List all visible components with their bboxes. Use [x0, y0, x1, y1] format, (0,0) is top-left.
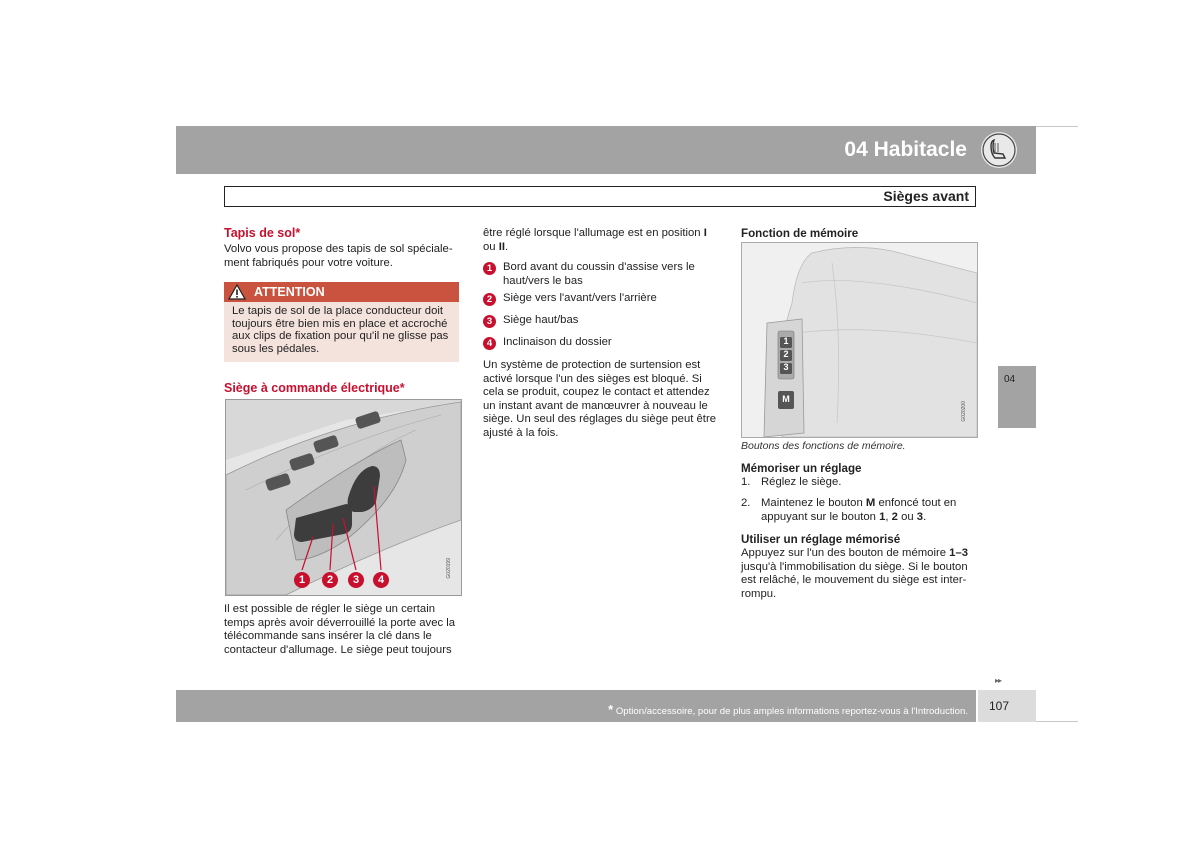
- memory-button-2: 2: [783, 349, 789, 359]
- page-number-box: [978, 690, 1036, 722]
- text-line: Un système de protection de surtension est: [483, 359, 701, 371]
- footer-bar: [176, 690, 976, 722]
- callout-1: 1: [294, 570, 310, 588]
- text-line: Il est possible de régler le siège un certain: [224, 603, 435, 615]
- paragraph-tapis-intro: [224, 243, 460, 270]
- text-line: Le tapis de sol de la place conducteur doit: [232, 305, 444, 317]
- side-tab-label: 04: [1004, 374, 1016, 385]
- memory-button-m: M: [782, 394, 790, 404]
- text-line: un instant avant de manœuvrer à nouveau le: [483, 399, 708, 412]
- heading-fonction-memoire: Fonction de mémoire: [741, 227, 859, 240]
- text-line: Maintenez le bouton M enfoncé tout en: [761, 497, 957, 509]
- list-item: [483, 261, 719, 289]
- heading-siege-electrique: Siège à commande électrique*: [224, 381, 405, 395]
- chapter-header-bar: [176, 126, 1036, 174]
- step-1: [741, 476, 977, 490]
- text-line: appuyant sur le bouton 1, 2 ou 3.: [761, 510, 927, 523]
- text-line: aux clips de fixation pour qu'il ne glisse pas: [232, 330, 449, 343]
- text-line: rompu.: [741, 587, 777, 600]
- chapter-title: 04 Habitacle: [844, 138, 967, 161]
- step-number: 2.: [741, 497, 751, 509]
- number-badge: 3: [483, 315, 496, 328]
- text-line: activé lorsque l'un des sièges est bloqué. Si: [483, 372, 702, 385]
- memory-button-3: 3: [783, 362, 789, 372]
- attention-box: [224, 282, 459, 362]
- text-line: toujours être bien mis en place et accroché: [232, 317, 448, 330]
- text-line: temps après avoir déverrouillé la porte avec la: [224, 616, 456, 629]
- text-line: haut/vers le bas: [503, 274, 583, 287]
- heading-utiliser: Utiliser un réglage mémorisé: [741, 533, 901, 546]
- figure-caption: Boutons des fonctions de mémoire.: [741, 440, 906, 452]
- callout-4: 4: [373, 570, 389, 588]
- figure-ref: G020199: [446, 558, 452, 579]
- heading-tapis-de-sol: Tapis de sol*: [224, 226, 301, 240]
- step-number: 1.: [741, 476, 751, 488]
- footer-star: *: [608, 702, 614, 717]
- text-line: cela se produit, coupez le contact et attendez: [483, 386, 710, 399]
- paragraph-continuation: [483, 227, 719, 254]
- text-line: ou II.: [483, 240, 509, 253]
- step-2: [741, 497, 977, 523]
- text-line: être réglé lorsque l'allumage est en position I: [483, 227, 707, 239]
- callout-3: 3: [348, 570, 364, 588]
- continue-arrows-icon: ▸▸: [995, 676, 1002, 685]
- list-item-text: Siège haut/bas: [503, 314, 579, 326]
- list-item-text: Siège vers l'avant/vers l'arrière: [503, 292, 657, 304]
- list-item-text: Inclinaison du dossier: [503, 336, 612, 348]
- attention-text: [232, 305, 454, 355]
- paragraph-surtension: [483, 359, 719, 441]
- seat-icon: [981, 132, 1017, 168]
- page-number: 107: [989, 699, 1010, 713]
- callout-2: 2: [322, 570, 338, 588]
- text-line: siège. Un seul des réglages du siège peut être: [483, 413, 716, 426]
- chapter-side-tab: [998, 366, 1036, 428]
- text-line: Volvo vous propose des tapis de sol spéciale-: [224, 243, 453, 255]
- footer-rule: [1036, 721, 1078, 722]
- footer-note-text: Option/accessoire, pour de plus amples informations reportez-vous à l'Introduction.: [615, 706, 968, 717]
- text-line: ment fabriqués pour votre voiture.: [224, 256, 393, 269]
- seat-controls-figure: [225, 399, 462, 596]
- header-rule: [1036, 126, 1078, 127]
- text-line: contacteur d'allumage. Le siège peut toujours: [224, 643, 452, 656]
- text-line: Appuyez sur l'un des bouton de mémoire 1–3: [741, 547, 969, 559]
- number-badge: 1: [483, 262, 496, 275]
- step-text: [761, 497, 977, 524]
- text-line: jusqu'à l'immobilisation du siège. Si le bouton: [741, 560, 968, 573]
- figure-ref: G020200: [961, 401, 967, 422]
- text-line: sous les pédales.: [232, 342, 320, 355]
- memory-buttons-figure: [741, 242, 978, 438]
- step-text: Réglez le siège.: [761, 476, 842, 488]
- attention-label: ATTENTION: [254, 285, 325, 299]
- attention-header: [224, 282, 459, 302]
- paragraph-utiliser: [741, 547, 977, 601]
- paragraph-siege-reglage: [224, 603, 460, 657]
- text-line: est relâché, le mouvement du siège est inter-: [741, 574, 967, 587]
- warning-icon: [228, 284, 246, 300]
- memory-button-1: 1: [783, 336, 789, 346]
- text-line: télécommande sans insérer la clé dans le: [224, 630, 432, 643]
- text-line: Bord avant du coussin d'assise vers le: [503, 261, 695, 273]
- text-line: ajusté à la fois.: [483, 426, 559, 439]
- heading-memoriser: Mémoriser un réglage: [741, 462, 862, 475]
- section-title: Sièges avant: [883, 188, 969, 204]
- footer-note: [608, 702, 968, 717]
- section-title-box: [224, 186, 976, 207]
- number-badge: 2: [483, 293, 496, 306]
- list-item-text: [503, 261, 719, 288]
- number-badge: 4: [483, 337, 496, 350]
